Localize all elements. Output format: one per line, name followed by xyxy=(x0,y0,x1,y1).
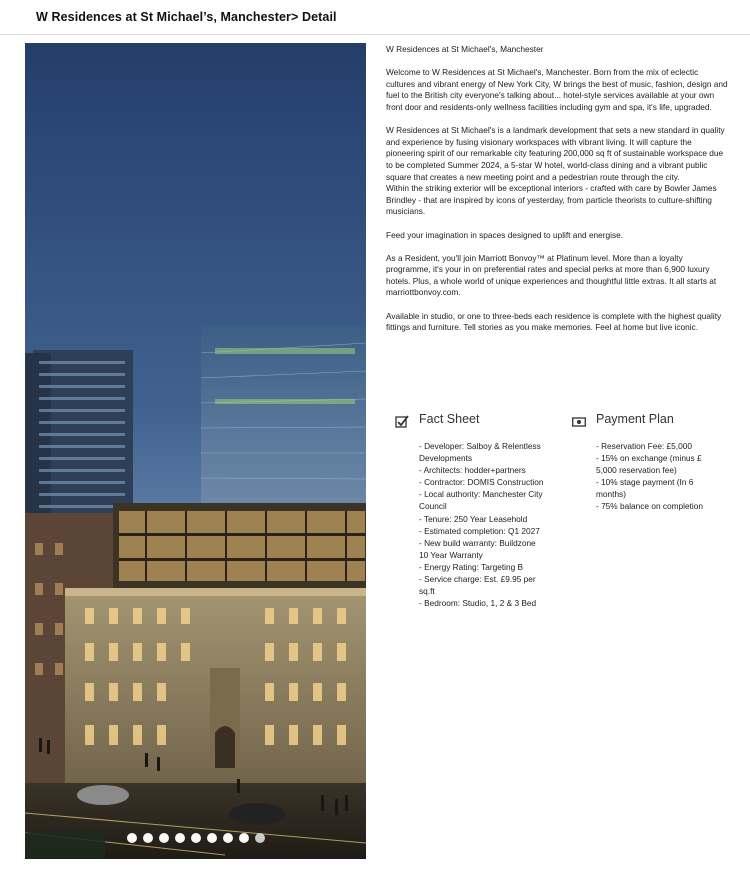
list-item: - 75% balance on completion xyxy=(596,501,704,512)
description-paragraph: As a Resident, you'll join Marriott Bonvoy™ at Platinum level. More than a loyalty programme, it's your in on preferential rates and special perks at more than 6,900 luxury hotels. Plus, a whole world of unique experiences and thoughtful little extras. It all starts at marriottbonvoy.com. xyxy=(386,252,717,298)
list-item: - 15% on exchange (minus £ 5,000 reservation fee) xyxy=(596,453,702,476)
fact-sheet xyxy=(395,412,555,609)
list-item: - Developer: Salboy & Relentless Developments xyxy=(419,441,541,464)
description-paragraph: Welcome to W Residences at St Michael's, Manchester. Born from the mix of eclectic cultures and vibrant energy of New York City, W brings the best of music, fashion, design and fuel to the British city everyone's talking about... hotel-style services available at your own front door and residents-only wellness facilities including gym and spa, it's life, upgraded. xyxy=(386,67,728,112)
property-description xyxy=(386,44,728,345)
checkbox-icon xyxy=(395,415,409,429)
fact-sheet-list xyxy=(419,440,544,609)
list-item: - Reservation Fee: £5,000 xyxy=(596,441,692,451)
carousel-dot[interactable] xyxy=(191,833,201,843)
property-title: W Residences at St Michael's, Manchester xyxy=(386,44,544,54)
carousel-dot[interactable] xyxy=(143,833,153,843)
list-item: - New build warranty: Buildzone 10 Year Warranty xyxy=(419,537,536,560)
list-item: - Architects: hodder+partners xyxy=(419,465,526,476)
list-item: - 10% stage payment (In 6 months) xyxy=(596,477,694,500)
payment-plan xyxy=(572,412,732,513)
list-item: - Energy Rating: Targeting B xyxy=(419,561,524,572)
list-item: - Service charge: Est. £9.95 per sq.ft xyxy=(419,574,536,597)
carousel-dot[interactable] xyxy=(239,833,249,843)
carousel-dot[interactable] xyxy=(223,833,233,843)
list-item: - Bedroom: Studio, 1, 2 & 3 Bed xyxy=(419,598,537,609)
description-paragraph: Within the striking exterior will be exceptional interiors - crafted with care by Bowler James Brindley - that are inspired by icons of yesterday, from particle theorists to culture-shifting musicians. xyxy=(386,183,717,217)
payment-plan-heading: Payment Plan xyxy=(596,412,674,426)
carousel-dot-active[interactable] xyxy=(255,833,265,843)
property-photo xyxy=(25,43,366,859)
list-item: - Contractor: DOMIS Construction xyxy=(419,477,544,488)
fact-sheet-header xyxy=(395,412,555,434)
carousel-dots xyxy=(25,833,366,843)
description-paragraph: Feed your imagination in spaces designed to uplift and energise. xyxy=(386,229,624,240)
payment-plan-list xyxy=(596,440,716,513)
banknote-icon xyxy=(572,415,586,429)
list-item: - Tenure: 250 Year Leasehold xyxy=(419,513,528,524)
page-title: W Residences at St Michael’s, Manchester> Detail xyxy=(36,10,337,24)
carousel-dot[interactable] xyxy=(207,833,217,843)
carousel-dot[interactable] xyxy=(159,833,169,843)
list-item: - Local authority: Manchester City Council xyxy=(419,489,543,512)
description-paragraph: W Residences at St Michael's is a landmark development that sets a new standard in quality and experience by fusing visionary workspaces with vibrant living. It will capture the pioneering spirit of our remarkable city featuring 200,000 sq ft of sustainable workspace due to be completed Summer 2024, a 5-star W hotel, world-class dining and a vibrant public square that creates a new meeting point and a pedestrian route through the city. xyxy=(386,125,725,182)
fact-sheet-heading: Fact Sheet xyxy=(419,412,480,426)
page-header xyxy=(0,0,750,35)
carousel-dot[interactable] xyxy=(127,833,137,843)
payment-plan-header xyxy=(572,412,732,434)
description-paragraph: Available in studio, or one to three-beds each residence is complete with the highest quality fittings and furniture. Tell stories as you make memories. Feel at home but live iconic. xyxy=(386,310,722,333)
list-item: - Estimated completion: Q1 2027 xyxy=(419,525,540,536)
carousel-dot[interactable] xyxy=(175,833,185,843)
property-image-carousel[interactable] xyxy=(25,43,366,859)
